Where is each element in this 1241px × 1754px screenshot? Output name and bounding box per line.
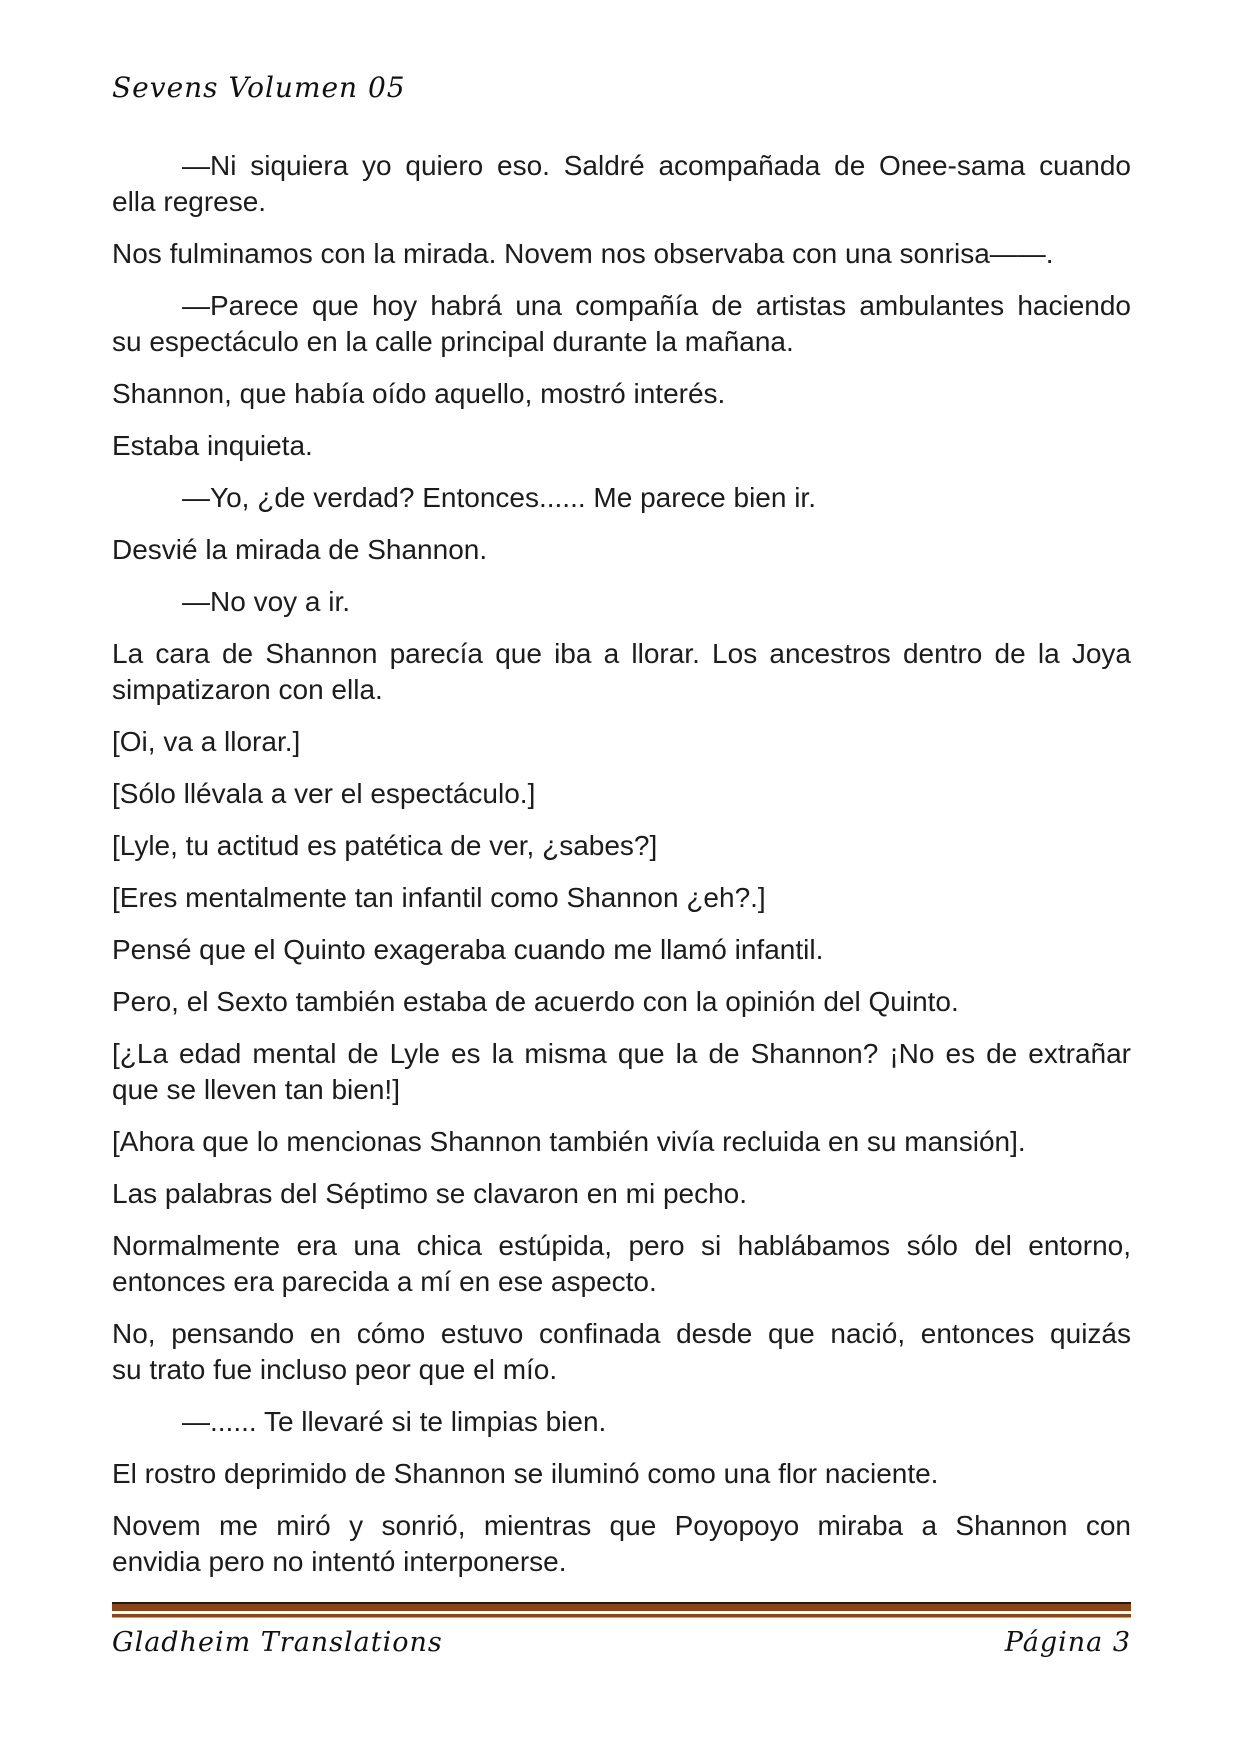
paragraph <box>112 1036 1131 1108</box>
paragraph <box>112 148 1131 220</box>
paragraph-line: Normalmente era una chica estúpida, pero si hablábamos sólo del entorno, <box>112 1230 1131 1261</box>
paragraph-line: —...... Te llevaré si te limpias bien. <box>182 1406 607 1437</box>
footer-rule-thick <box>112 1602 1131 1611</box>
paragraph-line: [Oi, va a llorar.] <box>112 726 301 757</box>
page-title: Sevens Volumen 05 <box>112 71 406 104</box>
paragraph-line: Estaba inquieta. <box>112 430 313 461</box>
paragraph-line: [Eres mentalmente tan infantil como Shannon ¿eh?.] <box>112 882 766 913</box>
paragraph <box>112 480 1131 516</box>
paragraph-line: entonces era parecida a mí en ese aspecto. <box>112 1266 657 1297</box>
paragraph <box>112 776 1131 812</box>
paragraph <box>112 1176 1131 1212</box>
paragraph-line: simpatizaron con ella. <box>112 674 383 705</box>
paragraph-line: Las palabras del Séptimo se clavaron en mi pecho. <box>112 1178 748 1209</box>
paragraph <box>112 1456 1131 1492</box>
paragraph-line: ella regrese. <box>112 186 267 217</box>
footer-translator-credit: Gladheim Translations <box>112 1627 443 1658</box>
paragraph-line: Pero, el Sexto también estaba de acuerdo con la opinión del Quinto. <box>112 986 959 1017</box>
paragraph <box>112 636 1131 708</box>
footer-page-number: Página 3 <box>1004 1627 1131 1658</box>
paragraph-line: [Lyle, tu actitud es patética de ver, ¿sabes?] <box>112 830 658 861</box>
paragraph-line: No, pensando en cómo estuvo confinada desde que nació, entonces quizás <box>112 1318 1131 1349</box>
page-footer <box>112 1602 1131 1658</box>
paragraph-line: Novem me miró y sonrió, mientras que Poyopoyo miraba a Shannon con <box>112 1510 1131 1541</box>
paragraph <box>112 288 1131 360</box>
paragraph-line: [Sólo llévala a ver el espectáculo.] <box>112 778 536 809</box>
paragraph-line: [¿La edad mental de Lyle es la misma que la de Shannon? ¡No es de extrañar <box>112 1038 1131 1069</box>
footer-rule-thin <box>112 1614 1131 1618</box>
paragraph <box>112 584 1131 620</box>
paragraph <box>112 1316 1131 1388</box>
paragraph-line: Nos fulminamos con la mirada. Novem nos observaba con una sonrisa——. <box>112 238 1054 269</box>
paragraph-line: —Yo, ¿de verdad? Entonces...... Me parece bien ir. <box>182 482 816 513</box>
paragraph-line: su espectáculo en la calle principal durante la mañana. <box>112 326 794 357</box>
paragraph <box>112 984 1131 1020</box>
paragraph-line: Shannon, que había oído aquello, mostró interés. <box>112 378 726 409</box>
paragraph-line: —No voy a ir. <box>182 586 351 617</box>
paragraph-line: El rostro deprimido de Shannon se iluminó como una flor naciente. <box>112 1458 939 1489</box>
paragraph-line: La cara de Shannon parecía que iba a llorar. Los ancestros dentro de la Joya <box>112 638 1131 669</box>
paragraph <box>112 932 1131 968</box>
paragraph-line: Pensé que el Quinto exageraba cuando me llamó infantil. <box>112 934 824 965</box>
paragraph <box>112 1228 1131 1300</box>
paragraph <box>112 724 1131 760</box>
paragraph-line: que se lleven tan bien!] <box>112 1074 400 1105</box>
paragraph-line: Desvié la mirada de Shannon. <box>112 534 488 565</box>
paragraph <box>112 1124 1131 1160</box>
paragraph <box>112 880 1131 916</box>
paragraph-line: [Ahora que lo mencionas Shannon también vivía recluida en su mansión]. <box>112 1126 1026 1157</box>
paragraph <box>112 428 1131 464</box>
paragraph-line: —Parece que hoy habrá una compañía de artistas ambulantes haciendo <box>182 290 1131 321</box>
paragraph-line: envidia pero no intentó interponerse. <box>112 1546 567 1577</box>
document-body <box>112 148 1131 1580</box>
paragraph <box>112 1404 1131 1440</box>
paragraph-line: —Ni siquiera yo quiero eso. Saldré acompañada de Onee-sama cuando <box>182 150 1131 181</box>
paragraph <box>112 376 1131 412</box>
paragraph <box>112 1508 1131 1580</box>
paragraph <box>112 532 1131 568</box>
paragraph <box>112 236 1131 272</box>
paragraph <box>112 828 1131 864</box>
paragraph-line: su trato fue incluso peor que el mío. <box>112 1354 558 1385</box>
